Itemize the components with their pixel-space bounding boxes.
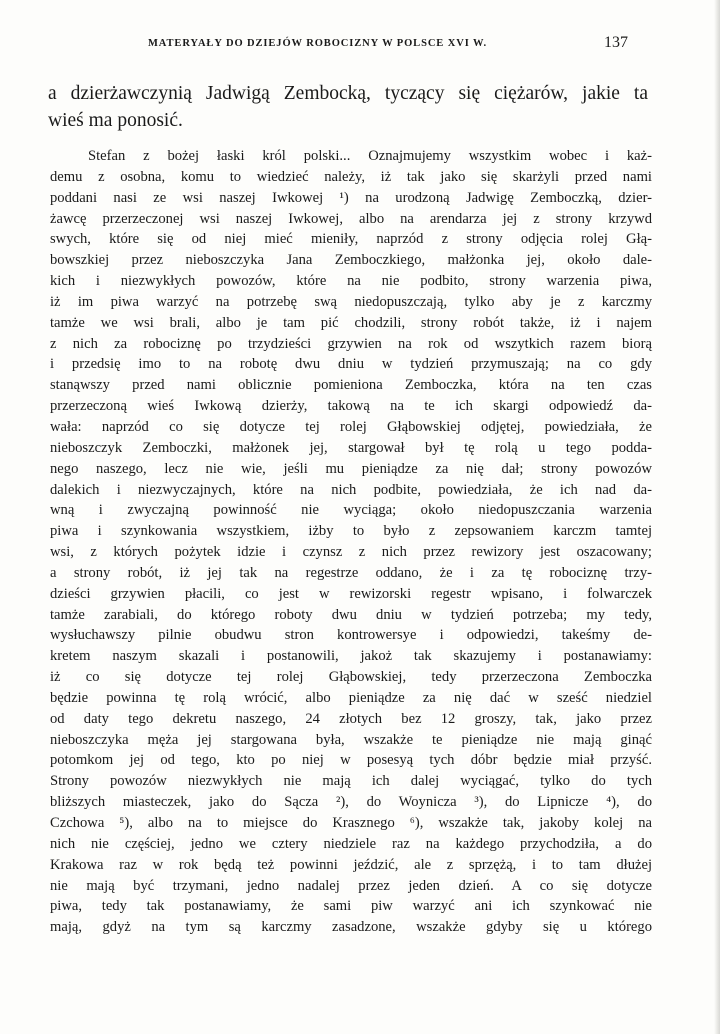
text-line: potomkom jej od tego, kto po niej w posesyą tych dóbr będzie miał przyść.	[50, 752, 652, 769]
text-line: i przedsię imo to na robotę dwu dniu w tydzień przymuszają; na co gdy	[50, 356, 652, 373]
text-line: Strony powozów niezwykłych nie mają ich dalej wyciągać, tylko do tych	[50, 773, 652, 790]
text-line: nie mają być trzymani, jedno nadalej przez jeden dzień. A co się dotycze	[50, 877, 652, 894]
text-line: a strony robót, iż jej tak na regestrze oddano, że i za tę robociznę trzy-	[50, 564, 652, 581]
text-line: piwa i szynkowania wszystkiem, iżby to było z zepsowaniem karczm tamtej	[50, 523, 652, 540]
page-number: 137	[604, 34, 628, 51]
text-line: stanąwszy przed nami oblicznie pomieniona Zemboczka, która na ten czas	[50, 377, 652, 394]
text-line: tamże zarabiali, do którego roboty dwu dniu w tydzień potrzeba; my tedy,	[50, 606, 652, 623]
text-line: demu z osobna, komu to wiedzieć należy, iż tak jako się skarżyli przed nami	[50, 168, 652, 185]
text-line: żawcę przerzeczonej wsi naszej Iwkowej, albo na arendarza jej z strony krzywd	[50, 210, 652, 227]
text-line: iż co się dotycze tej rolej Głąbowskiej, tedy przerzeczona Zemboczka	[50, 669, 652, 686]
text-line: wsi, z których pożytek idzie i czynsz z nich przez rewizory jest oszacowany;	[50, 544, 652, 561]
text-line: wała: naprzód co się dotycze tej rolej Głąbowskiej odjętej, powiedziała, że	[50, 418, 652, 435]
running-head: MATERYAŁY DO DZIEJÓW ROBOCIZNY W POLSCE XVI W.	[148, 38, 487, 49]
text-line: wysłuchawszy pilnie obudwu stron kontrowersye i odpowiedzi, takeśmy de-	[50, 627, 652, 644]
text-line: od daty tego dekretu naszego, 24 złotych bez 12 groszy, tak, jako przez	[50, 710, 652, 727]
text-line: piwa, tedy tak postanawiamy, że sami piw warzyć ani ich szynkować nie	[50, 898, 652, 915]
text-line: nich nie częściej, jedno we cztery niedziele raz na każdego przychodziła, a do	[50, 835, 652, 852]
text-line: nieboszczyk Zemboczki, małżonek jej, stargował był tę rolą u tego podda-	[50, 439, 652, 456]
text-line: bowszkiej przez nieboszczyka Jana Zemboczkiego, małżonka jej, około dale-	[50, 252, 652, 269]
text-line: nego naszego, lecz nie wie, jeśli mu pieniądze za nię dał; strony powozów	[50, 460, 652, 477]
text-line: wną i zwyczajną powinność nie wyciąga; około niedopuszczania warzenia	[50, 502, 652, 519]
text-line: przerzeczoną wieś Iwkową dzierży, takową na te ich skargi odpowiedź da-	[50, 398, 652, 415]
body-paragraph	[50, 146, 652, 938]
text-line: bliższych miasteczek, jako do Sącza ²), do Woynicza ³), do Lipnicze ⁴), do	[50, 794, 652, 811]
text-line: będzie powinna tę rolą wrócić, albo pieniądze za nię dać w sześć niedziel	[50, 689, 652, 706]
text-line: Czchowa ⁵), albo na to miejsce do Krasznego ⁶), wszakże tak, jakoby kolej na	[50, 815, 652, 831]
text-line: kretem naszym skazali i postanowili, jakoż tak skazujemy i postanawiamy:	[50, 648, 652, 665]
text-line: tamże we wsi brali, albo je tam pić chodzili, strony robót także, iż i najem	[50, 314, 652, 331]
text-line: z nich za robociznę po trzydzieści grzywien na rok od wszytkich razem biorą	[50, 335, 652, 352]
text-line: kich i niezwykłych powozów, które na nie podbito, strony warzenia piwa,	[50, 273, 652, 290]
text-line: nieboszczyka męża jej stargowana była, wszakże te pieniądze nie mają ginąć	[50, 731, 652, 748]
text-line: dzieści grzywien płacili, co jest w rewizorski regestr wpisano, i folwarczek	[50, 585, 652, 602]
intro-line: a dzierżawczynią Jadwigą Zembocką, tyczący się ciężarów, jakie ta	[48, 83, 648, 104]
text-line: dalekich i niezwyczajnych, które na nich podbite, powiedziała, że ich nad da-	[50, 481, 652, 498]
text-line: mają, gdyż na tym są karczmy zasadzone, wszakże gdyby się u którego	[50, 919, 652, 936]
intro-paragraph	[48, 80, 648, 134]
text-line: Stefan z bożej łaski król polski... Oznajmujemy wszystkim wobec i każ-	[88, 148, 652, 164]
text-line: swych, które się od niej mieć mieniły, naprzód z strony odjęcia rolej Głą-	[50, 231, 652, 248]
text-line: iż im piwa warzyć na potrzebę swą niedopuszczają, tylko aby je z karczmy	[50, 293, 652, 310]
text-line: Krakowa raz w rok będą też powinni jeździć, ale z sprzężą, i to tam dłużej	[50, 856, 652, 873]
page-edge-shadow	[714, 0, 720, 1034]
intro-line: wieś ma ponosić.	[48, 110, 183, 131]
text-line: poddani nasi ze wsi naszej Iwkowej ¹) na urodzoną Jadwigę Zemboczką, dzier-	[50, 189, 652, 206]
